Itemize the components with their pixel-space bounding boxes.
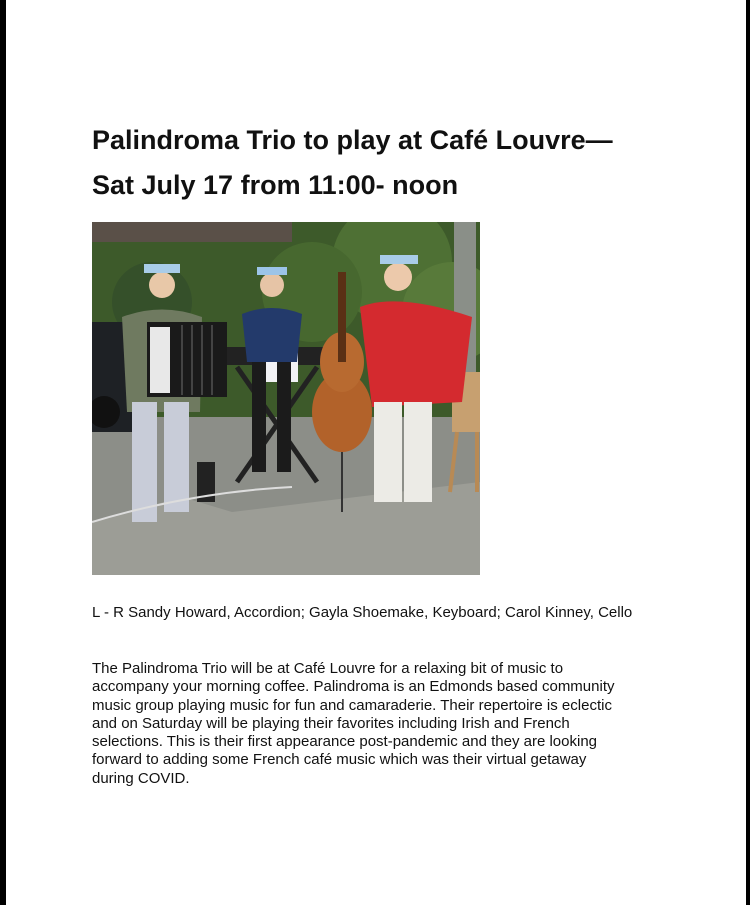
title-line-2: Sat July 17 from 11:00- noon [92,170,459,200]
document-page [6,0,746,905]
article-body: The Palindroma Trio will be at Café Louvre for a relaxing bit of music to accompany your morning coffee. Palindroma is an Edmonds based community music group playing music for fun and camaraderie. Their repertoire is eclectic and on Saturday will be playing their favorites including Irish and French selections. This is their first appearance post-pandemic and they are looking forward to adding some French café music which was their virtual getaway during COVID. [92,660,615,787]
band-photo [92,222,480,575]
title-line-1: Palindroma Trio to play at Café Louvre— [92,125,613,155]
article-title [92,118,692,208]
photo-caption: L - R Sandy Howard, Accordion; Gayla Shoemake, Keyboard; Carol Kinney, Cello [92,604,633,621]
